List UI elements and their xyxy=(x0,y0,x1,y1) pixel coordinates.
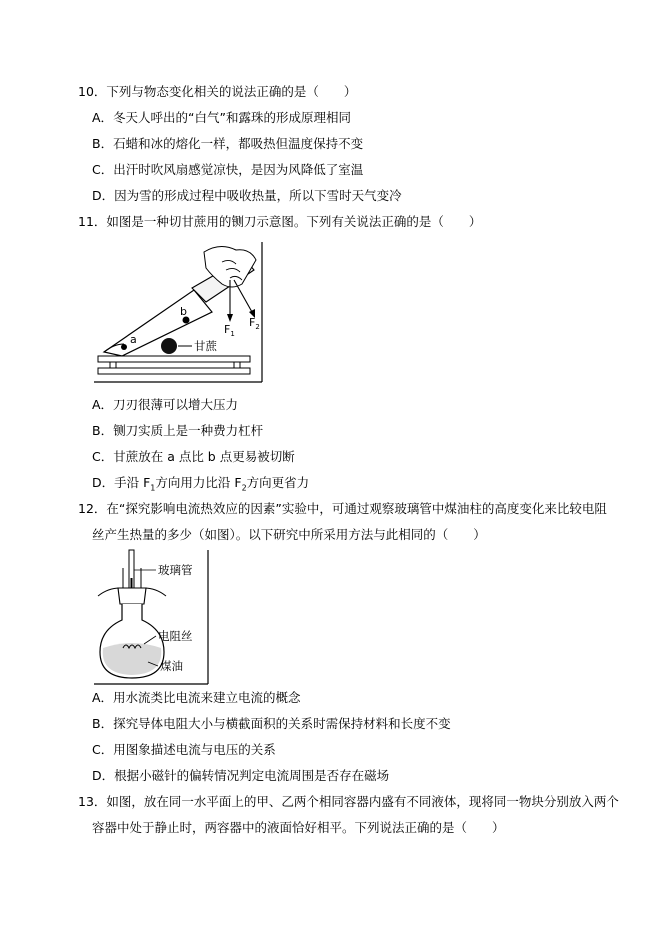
q11-option-c: C．甘蔗放在 a 点比 b 点更易被切断 xyxy=(92,449,295,464)
q10-stem: 10．下列与物态变化相关的说法正确的是（ ） xyxy=(78,84,357,99)
q12-option-b: B．探究导体电阻大小与横截面积的关系时需保持材料和长度不变 xyxy=(92,716,451,731)
label-kerosene: 煤油 xyxy=(160,659,183,673)
label-point-b: b xyxy=(180,305,187,318)
label-resistance-wire: 电阻丝 xyxy=(158,629,193,643)
q11-option-a: A．刀刃很薄可以增大压力 xyxy=(92,397,239,412)
q10-option-c: C．出汗时吹风扇感觉凉快，是因为风降低了室温 xyxy=(92,162,364,177)
label-glass-tube: 玻璃管 xyxy=(158,563,193,577)
q11-stem: 11．如图是一种切甘蔗用的铡刀示意图。下列有关说法正确的是（ ） xyxy=(78,214,482,229)
label-force-f1: $F_1$ xyxy=(224,323,235,338)
label-point-a: a xyxy=(130,333,137,346)
q12-option-a: A．用水流类比电流来建立电流的概念 xyxy=(92,690,301,705)
label-force-f2: $F_2$ xyxy=(249,316,260,331)
q13-stem-line2: 容器中处于静止时，两容器中的液面恰好相平。下列说法正确的是（ ） xyxy=(92,820,505,835)
q12-option-d: D．根据小磁针的偏转情况判定电流周围是否存在磁场 xyxy=(92,768,390,783)
label-sugarcane: 甘蔗 xyxy=(194,339,217,353)
q11-figure-chopper xyxy=(94,240,266,384)
q10-option-d: D．因为雪的形成过程中吸收热量，所以下雪时天气变冷 xyxy=(92,188,402,203)
q11-option-b: B．铡刀实质上是一种费力杠杆 xyxy=(92,423,264,438)
q11-option-d: D．手沿 $F_1$方向用力比沿 $F_2$方向更省力 xyxy=(92,475,310,493)
q12-figure-flask xyxy=(94,548,214,686)
q10-option-b: B．石蜡和冰的熔化一样，都吸热但温度保持不变 xyxy=(92,136,364,151)
q12-option-c: C．用图象描述电流与电压的关系 xyxy=(92,742,276,757)
q12-stem-line1: 12．在“探究影响电流热效应的因素”实验中，可通过观察玻璃管中煤油柱的高度变化来比较电阻 xyxy=(78,501,607,516)
q10-option-a: A．冬天人呼出的“白气”和露珠的形成原理相同 xyxy=(92,110,352,125)
q12-stem-line2: 丝产生热量的多少（如图）。以下研究中所采用方法与此相同的（ ） xyxy=(92,527,486,542)
q13-stem-line1: 13．如图，放在同一水平面上的甲、乙两个相同容器内盛有不同液体，现将同一物块分别放入两个 xyxy=(78,794,619,809)
